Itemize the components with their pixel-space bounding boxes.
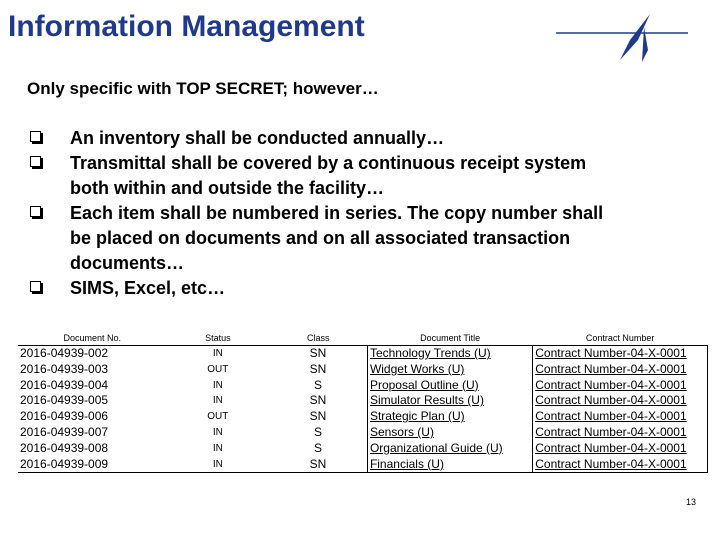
- document-title-cell: Widget Works (U): [367, 362, 532, 378]
- status-cell: IN: [212, 426, 223, 438]
- contract-number-cell: Contract Number-04-X-0001: [533, 425, 708, 441]
- bullet-line: SIMS, Excel, etc…: [70, 278, 226, 298]
- document-no-cell: 2016-04939-008: [20, 440, 109, 455]
- bullet-line: documents…: [70, 253, 185, 273]
- bullet-line: Transmittal shall be covered by a continuous receipt system: [70, 153, 587, 173]
- bullet-item: [30, 276, 700, 301]
- document-title-cell: Simulator Results (U): [367, 393, 532, 409]
- table-row: [18, 378, 708, 394]
- checkbox-bullet-icon: [30, 156, 41, 167]
- slide-title: Information Management: [8, 10, 365, 43]
- document-title-cell: Proposal Outline (U): [367, 378, 532, 394]
- status-cell: IN: [212, 395, 223, 407]
- bullet-list: [30, 126, 700, 301]
- table-row: [18, 393, 708, 409]
- status-cell: IN: [212, 379, 223, 391]
- table-row: [18, 441, 708, 457]
- class-cell: S: [314, 377, 323, 392]
- column-header-contract-number: Contract Number: [533, 331, 708, 346]
- document-no-cell: 2016-04939-002: [20, 346, 109, 360]
- page-number: 13: [686, 497, 697, 507]
- contract-number-cell: Contract Number-04-X-0001: [533, 457, 708, 473]
- table-row: [18, 425, 708, 441]
- column-header-document-no: Document No.: [18, 331, 167, 346]
- document-title-cell: Strategic Plan (U): [367, 409, 532, 425]
- column-header-document-title: Document Title: [367, 331, 532, 346]
- class-cell: SN: [269, 457, 367, 473]
- document-no-cell: 2016-04939-009: [18, 457, 167, 473]
- table-row: [18, 457, 708, 473]
- inventory-table: [18, 331, 708, 473]
- document-no-cell: 2016-04939-004: [20, 377, 109, 392]
- column-header-class: Class: [269, 331, 367, 346]
- table-row: [18, 362, 708, 378]
- table-row: [18, 409, 708, 425]
- class-cell: SN: [309, 361, 327, 376]
- class-cell: SN: [309, 409, 327, 424]
- status-cell: IN: [212, 442, 223, 454]
- status-cell: OUT: [207, 411, 229, 423]
- document-title-cell: Organizational Guide (U): [367, 441, 532, 457]
- status-cell: IN: [212, 348, 223, 359]
- star-logo-icon: [552, 10, 692, 70]
- document-no-cell: 2016-04939-006: [20, 409, 109, 424]
- bullet-item: [30, 151, 700, 201]
- contract-number-cell: Contract Number-04-X-0001: [533, 362, 708, 378]
- contract-number-cell: Contract Number-04-X-0001: [533, 346, 708, 362]
- status-cell: OUT: [207, 363, 229, 375]
- class-cell: S: [314, 424, 323, 439]
- table-header-row: [18, 331, 708, 346]
- contract-number-cell: Contract Number-04-X-0001: [533, 441, 708, 457]
- bullet-line: be placed on documents and on all associated transaction: [70, 228, 571, 248]
- contract-number-cell: Contract Number-04-X-0001: [533, 393, 708, 409]
- class-cell: S: [314, 440, 323, 455]
- contract-number-cell: Contract Number-04-X-0001: [533, 409, 708, 425]
- bullet-item: [30, 126, 700, 151]
- bullet-line: Each item shall be numbered in series. The copy number shall: [70, 203, 604, 223]
- document-title-cell: Sensors (U): [367, 425, 532, 441]
- contract-number-cell: Contract Number-04-X-0001: [533, 378, 708, 394]
- status-cell: IN: [167, 457, 270, 473]
- document-no-cell: 2016-04939-007: [20, 424, 109, 439]
- document-no-cell: 2016-04939-003: [20, 361, 109, 376]
- document-title-cell: Technology Trends (U): [367, 346, 532, 362]
- checkbox-bullet-icon: [30, 281, 41, 292]
- checkbox-bullet-icon: [30, 206, 41, 217]
- column-header-status: Status: [167, 331, 270, 346]
- bullet-item: [30, 201, 700, 276]
- bullet-line: An inventory shall be conducted annually…: [70, 128, 445, 148]
- checkbox-bullet-icon: [30, 131, 41, 142]
- slide-subtitle: Only specific with TOP SECRET; however…: [27, 79, 379, 98]
- table-row: [18, 346, 708, 362]
- class-cell: SN: [309, 346, 327, 360]
- bullet-line: both within and outside the facility…: [70, 178, 384, 198]
- document-no-cell: 2016-04939-005: [20, 393, 109, 408]
- document-title-cell: Financials (U): [367, 457, 532, 473]
- class-cell: SN: [309, 393, 327, 408]
